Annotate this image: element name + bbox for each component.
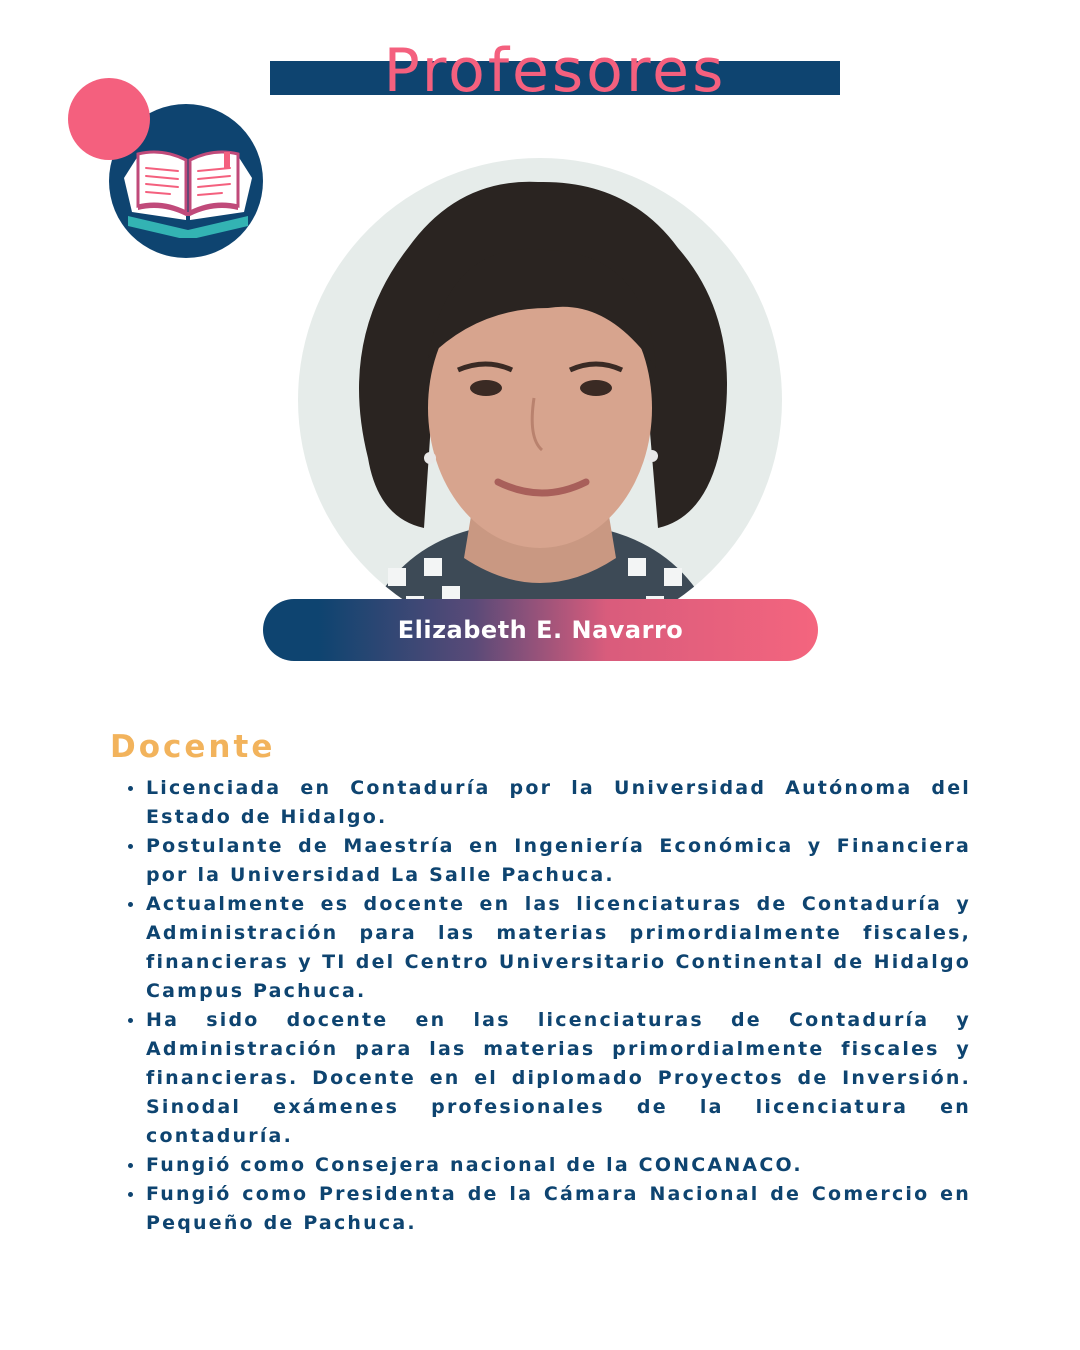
page-title: Profesores bbox=[383, 36, 727, 106]
role-heading: Docente bbox=[110, 729, 276, 765]
list-item: Licenciada en Contaduría por la Universidad Autónoma del Estado de Hidalgo. bbox=[128, 774, 971, 832]
name-banner bbox=[263, 599, 818, 661]
bio-list bbox=[128, 774, 971, 1238]
list-item: Ha sido docente en las licenciaturas de Contaduría y Administración para las materias primordialmente fiscales y financieras. Docente en el diplomado Proyectos de Inversión. Sinodal exámenes profesionales de la licenciatura en contaduría. bbox=[128, 1006, 971, 1151]
profile-photo bbox=[298, 158, 782, 642]
list-item: Fungió como Consejera nacional de la CONCANACO. bbox=[128, 1151, 971, 1180]
list-item: Postulante de Maestría en Ingeniería Económica y Financiera por la Universidad La Salle Pachuca. bbox=[128, 832, 971, 890]
list-item: Actualmente es docente en las licenciaturas de Contaduría y Administración para las materias primordialmente fiscales, financieras y TI del Centro Universitario Continental de Hidalgo Campus Pachuca. bbox=[128, 890, 971, 1006]
list-item: Fungió como Presidenta de la Cámara Nacional de Comercio en Pequeño de Pachuca. bbox=[128, 1180, 971, 1238]
profile-name: Elizabeth E. Navarro bbox=[397, 616, 684, 644]
open-book-icon bbox=[118, 138, 258, 238]
